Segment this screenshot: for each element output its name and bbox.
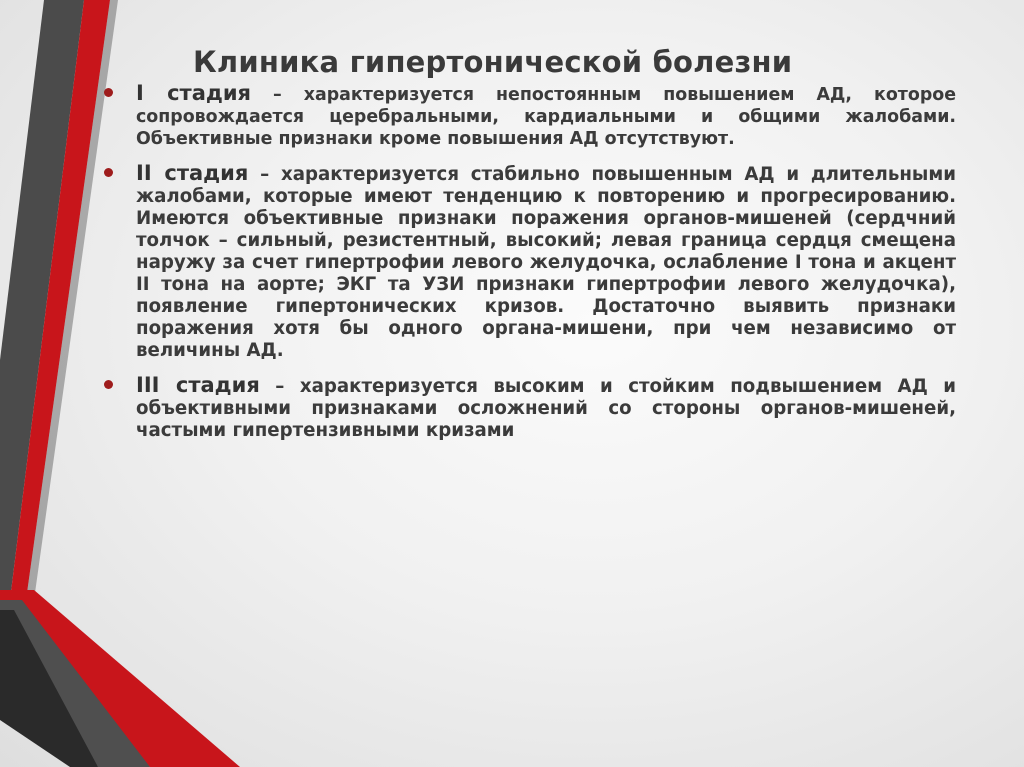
stage-label: II стадия — [136, 161, 249, 185]
bullet-item-stage-3 — [104, 374, 956, 442]
bullet-dot-icon — [104, 380, 113, 389]
bullet-item-stage-2 — [104, 162, 956, 362]
bullet-item-stage-1 — [104, 82, 956, 150]
bullet-dot-icon — [104, 168, 113, 177]
bullet-list — [104, 82, 956, 454]
bullet-dot-icon — [104, 88, 113, 97]
stage-label: I стадия — [136, 81, 252, 105]
stage-description: – характеризуется высоким и стойким подвышением АД и объективными признаками осложнений со стороны органов-мишеней, частыми гипертензивными кризами — [136, 376, 957, 441]
stage-label: III стадия — [136, 373, 260, 397]
stage-description: – характеризуется стабильно повышенным АД и длительными жалобами, которые имеют тенденцию к повторению и прогресированию. Имеются объективные признаки поражения органов-мишеней (сердчний толчок – сильный, резистентный, высокий; левая граница сердця смещена наружу за счет гипертрофии левого желудочка, ослабление I тона и акцент II тона на аорте; ЭКГ та УЗИ признаки гипертрофии левого желудочка), появление гипертонических кризов. Достаточно выявить признаки поражения хотя бы одного органа-мишени, при чем независимо от величины АД. — [136, 164, 956, 361]
stage-description: – характеризуется непостоянным повышением АД, которое сопровождается церебральными, кардиальными и общими жалобами. Объективные признаки кроме повышения АД отсутствуют. — [136, 85, 957, 149]
slide-title: Клиника гипертонической болезни — [193, 45, 793, 79]
